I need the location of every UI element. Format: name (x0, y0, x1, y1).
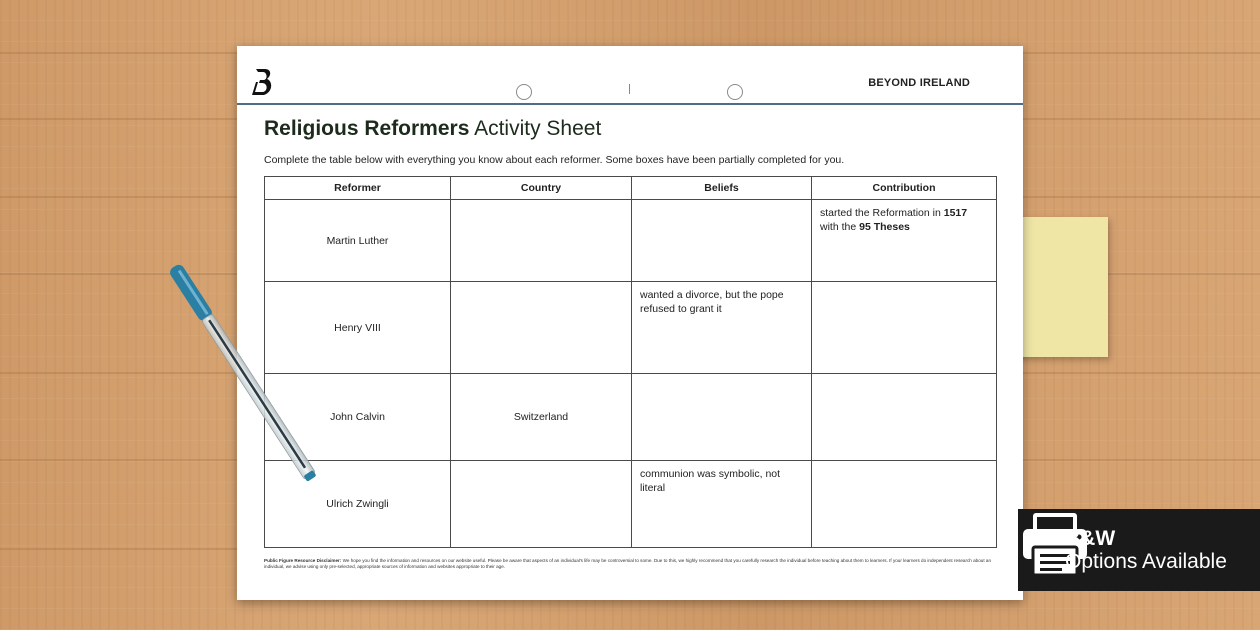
column-header: Reformer (265, 177, 451, 200)
contribution-text: started the Reformation in (820, 207, 944, 219)
contribution-text: with the (820, 221, 860, 233)
contribution-theses: 95 Theses (859, 221, 910, 233)
punch-hole (727, 84, 743, 100)
contribution-cell (812, 374, 997, 461)
title-regular: Activity Sheet (474, 117, 602, 140)
page-title (264, 117, 601, 141)
brand-logo-icon (252, 68, 274, 96)
badge-subtitle: Options Available (1065, 550, 1227, 573)
bw-options-badge (1018, 509, 1260, 591)
reformers-table (264, 176, 997, 548)
punch-hole (516, 84, 532, 100)
beliefs-cell: communion was symbolic, not literal (632, 461, 812, 548)
disclaimer (264, 558, 1012, 570)
country-cell (451, 461, 632, 548)
instructions: Complete the table below with everything you know about each reformer. Some boxes have been partially completed for you. (264, 154, 845, 166)
table-row (265, 200, 997, 282)
activity-sheet (237, 46, 1023, 600)
column-header: Contribution (812, 177, 997, 200)
brand-label: BEYOND IRELAND (868, 77, 970, 89)
badge-title: B&W (1065, 527, 1116, 550)
table-header-row (265, 177, 997, 200)
reformer-cell: Ulrich Zwingli (265, 461, 451, 548)
title-bold: Religious Reformers (264, 117, 470, 140)
country-cell (451, 200, 632, 282)
beliefs-cell (632, 374, 812, 461)
header-rule (237, 103, 1023, 105)
table-row (265, 374, 997, 461)
disclaimer-text: We hope you find the information and resources on our website useful. Please be aware that aspects of an individual's life may be controversial to some. Due to this, we highly recommend that you carefully research the individual before teaching about them to learners. If your learners do independent research about an individual, we advise using only pre-selected, appropriate sources of information and websites appropriate to their age. (264, 558, 992, 569)
contribution-cell (812, 461, 997, 548)
sticky-note (1010, 217, 1108, 357)
column-header: Country (451, 177, 632, 200)
reformer-cell: Martin Luther (265, 200, 451, 282)
pen-icon (160, 262, 330, 522)
reformer-cell: John Calvin (265, 374, 451, 461)
country-cell: Switzerland (451, 374, 632, 461)
reformer-cell: Henry VIII (265, 282, 451, 374)
table-row (265, 461, 997, 548)
contribution-cell (812, 282, 997, 374)
center-mark (629, 84, 630, 94)
table-row (265, 282, 997, 374)
country-cell (451, 282, 632, 374)
disclaimer-label: Public Figure Resource Disclaimer: (264, 558, 342, 563)
column-header: Beliefs (632, 177, 812, 200)
beliefs-cell (632, 200, 812, 282)
contribution-cell (812, 200, 997, 282)
beliefs-cell: wanted a divorce, but the pope refused to grant it (632, 282, 812, 374)
contribution-year: 1517 (943, 207, 968, 219)
